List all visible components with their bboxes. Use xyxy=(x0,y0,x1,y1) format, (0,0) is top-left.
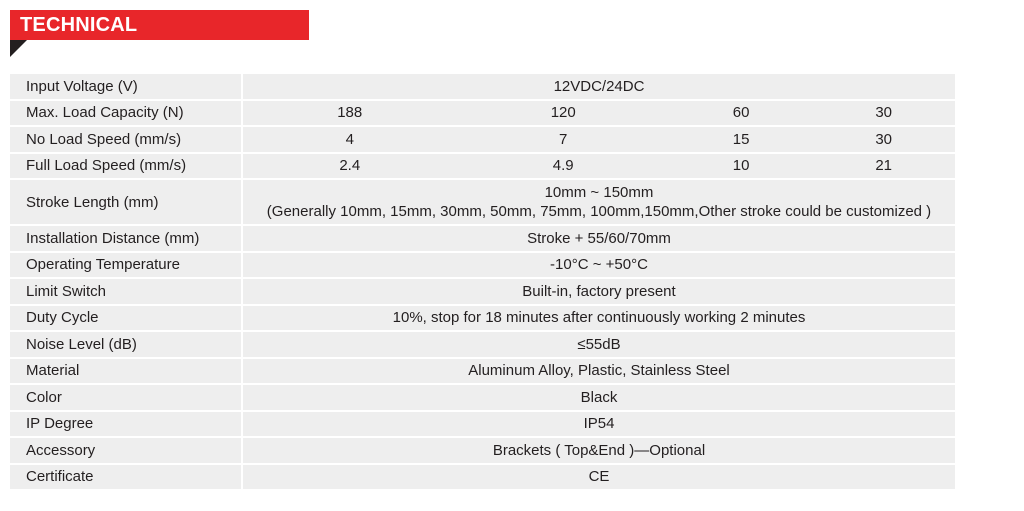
spec-value: 188 xyxy=(243,101,456,126)
table-row xyxy=(10,74,955,99)
spec-value: ≤55dB xyxy=(243,332,955,357)
spec-value: Stroke + 55/60/70mm xyxy=(243,226,955,251)
spec-label: Duty Cycle xyxy=(10,306,243,331)
spec-value: Brackets ( Top&End )—Optional xyxy=(243,438,955,463)
spec-value: 60 xyxy=(670,101,812,126)
spec-value: IP54 xyxy=(243,412,955,437)
spec-table xyxy=(10,72,955,491)
table-row xyxy=(10,412,955,437)
spec-value: 4.9 xyxy=(456,154,669,179)
table-row xyxy=(10,306,955,331)
spec-value: 4 xyxy=(243,127,456,152)
spec-label: Max. Load Capacity (N) xyxy=(10,101,243,126)
spec-value: 10mm ~ 150mm xyxy=(544,184,654,201)
spec-value: Built-in, factory present xyxy=(243,279,955,304)
spec-note: (Generally 10mm, 15mm, 30mm, 50mm, 75mm, 100mm,150mm,Other stroke could be customized ) xyxy=(266,203,932,220)
spec-label: Material xyxy=(10,359,243,384)
spec-value: 10 xyxy=(670,154,812,179)
spec-value: Black xyxy=(243,385,955,410)
spec-value-cell xyxy=(243,180,955,224)
spec-value: -10°C ~ +50°C xyxy=(243,253,955,278)
table-row xyxy=(10,253,955,278)
spec-value: 30 xyxy=(812,127,955,152)
spec-label: Input Voltage (V) xyxy=(10,74,243,99)
spec-value: 10%, stop for 18 minutes after continuously working 2 minutes xyxy=(243,306,955,331)
spec-label: Certificate xyxy=(10,465,243,490)
section-title: TECHNICAL SPECIFICATIONS xyxy=(20,14,190,66)
spec-label: Accessory xyxy=(10,438,243,463)
table-row xyxy=(10,154,955,179)
table-row xyxy=(10,101,955,126)
table-row xyxy=(10,127,955,152)
spec-value: 120 xyxy=(456,101,669,126)
table-row xyxy=(10,465,955,490)
spec-value: 2.4 xyxy=(243,154,456,179)
spec-label: Installation Distance (mm) xyxy=(10,226,243,251)
spec-label: Operating Temperature xyxy=(10,253,243,278)
spec-label: Color xyxy=(10,385,243,410)
table-row xyxy=(10,279,955,304)
spec-value: 7 xyxy=(456,127,669,152)
table-row xyxy=(10,180,955,224)
table-row xyxy=(10,332,955,357)
spec-value: CE xyxy=(243,465,955,490)
spec-label: Noise Level (dB) xyxy=(10,332,243,357)
table-row xyxy=(10,438,955,463)
spec-value: 12VDC/24DC xyxy=(243,74,955,99)
table-row xyxy=(10,226,955,251)
spec-value: Aluminum Alloy, Plastic, Stainless Steel xyxy=(243,359,955,384)
spec-value: 15 xyxy=(670,127,812,152)
table-row xyxy=(10,359,955,384)
section-title-banner xyxy=(10,10,309,66)
spec-label: Full Load Speed (mm/s) xyxy=(10,154,243,179)
table-row xyxy=(10,385,955,410)
spec-value: 30 xyxy=(812,101,955,126)
spec-label: IP Degree xyxy=(10,412,243,437)
banner-fold-decoration xyxy=(10,40,27,57)
spec-label: No Load Speed (mm/s) xyxy=(10,127,243,152)
spec-label: Limit Switch xyxy=(10,279,243,304)
spec-value: 21 xyxy=(812,154,955,179)
spec-label: Stroke Length (mm) xyxy=(10,180,243,224)
